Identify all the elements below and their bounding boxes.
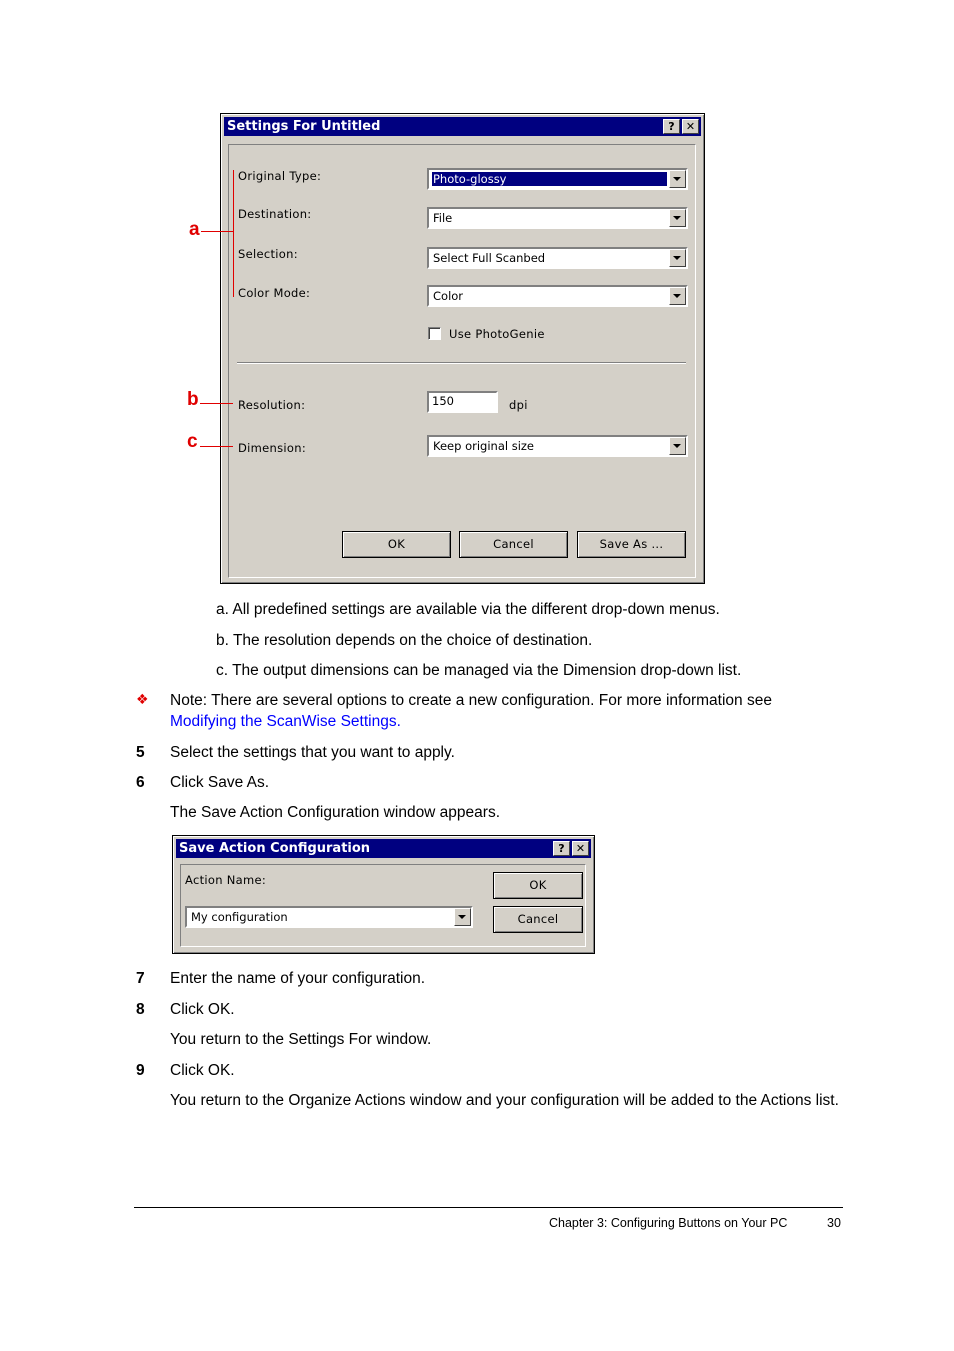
callout-a-line <box>201 231 233 232</box>
ok-button[interactable]: OK <box>342 531 451 558</box>
destination-label: Destination: <box>238 207 312 221</box>
cancel-button[interactable]: Cancel <box>459 531 568 558</box>
callout-b-letter: b <box>187 389 199 410</box>
color-mode-label: Color Mode: <box>238 286 311 300</box>
chevron-down-icon[interactable] <box>669 249 686 267</box>
callout-c-letter: c <box>187 431 198 452</box>
step-7-text: Enter the name of your configuration. <box>170 970 426 987</box>
step-9-number: 9 <box>136 1062 145 1079</box>
close-icon[interactable]: ✕ <box>572 841 589 856</box>
save-as-button[interactable]: Save As ... <box>577 531 686 558</box>
action-name-label: Action Name: <box>185 873 267 887</box>
step-8-result: You return to the Settings For window. <box>170 1031 432 1048</box>
caption-c: c. The output dimensions can be managed via the Dimension drop-down list. <box>216 662 742 679</box>
dimension-value: Keep original size <box>433 439 535 453</box>
step-9-text: Click OK. <box>170 1062 235 1079</box>
save-dialog-ok-button[interactable]: OK <box>493 872 583 899</box>
step-6-number: 6 <box>136 774 145 791</box>
selection-value: Select Full Scanbed <box>433 251 546 265</box>
callout-a-letter: a <box>189 219 200 240</box>
chevron-down-icon[interactable] <box>669 170 686 188</box>
footer-rule <box>134 1207 843 1208</box>
color-mode-value: Color <box>433 289 464 303</box>
caption-b: b. The resolution depends on the choice of destination. <box>216 632 593 649</box>
divider <box>237 362 686 364</box>
action-name-dropdown[interactable] <box>185 906 473 928</box>
resolution-label: Resolution: <box>238 398 306 412</box>
selection-label: Selection: <box>238 247 298 261</box>
original-type-label: Original Type: <box>238 169 322 183</box>
dimension-label: Dimension: <box>238 441 307 455</box>
settings-dialog-title: Settings For Untitled <box>227 119 381 134</box>
action-name-value: My configuration <box>191 910 288 924</box>
step-6-result: The Save Action Configuration window appears. <box>170 804 501 821</box>
step-5-number: 5 <box>136 744 145 761</box>
color-mode-dropdown[interactable] <box>427 285 688 307</box>
step-8-number: 8 <box>136 1001 145 1018</box>
step-8-text: Click OK. <box>170 1001 235 1018</box>
resolution-input[interactable]: 150 <box>427 391 498 413</box>
note <box>170 690 830 732</box>
original-type-value: Photo-glossy <box>432 172 667 186</box>
step-9-result: You return to the Organize Actions window and your configuration will be added to the Actions list. <box>170 1092 839 1109</box>
dimension-dropdown[interactable] <box>427 435 688 457</box>
callout-c-line <box>200 446 233 447</box>
save-dialog-titlebar <box>176 839 591 858</box>
callout-a-bracket <box>233 170 234 297</box>
note-text: Note: There are several options to create a new configuration. For more information see <box>170 692 772 709</box>
resolution-unit: dpi <box>509 398 528 412</box>
note-link[interactable]: Modifying the ScanWise Settings. <box>170 713 401 730</box>
save-dialog-cancel-button[interactable]: Cancel <box>493 906 583 933</box>
note-bullet-icon: ❖ <box>136 692 149 708</box>
step-5-text: Select the settings that you want to apply. <box>170 744 455 761</box>
use-photogenie-label: Use PhotoGenie <box>449 327 545 341</box>
save-action-dialog <box>172 835 595 954</box>
close-icon[interactable]: ✕ <box>682 119 699 134</box>
step-7-number: 7 <box>136 970 145 987</box>
footer-chapter: Chapter 3: Configuring Buttons on Your PC <box>549 1216 788 1230</box>
chevron-down-icon[interactable] <box>669 437 686 455</box>
chevron-down-icon[interactable] <box>454 908 471 926</box>
help-icon[interactable]: ? <box>663 119 680 134</box>
caption-a: a. All predefined settings are available via the different drop-down menus. <box>216 601 720 618</box>
selection-dropdown[interactable] <box>427 247 688 269</box>
settings-dialog-titlebar <box>224 117 701 136</box>
original-type-dropdown[interactable] <box>427 168 688 190</box>
destination-value: File <box>433 211 453 225</box>
settings-dialog <box>220 113 705 584</box>
step-6-text: Click Save As. <box>170 774 270 791</box>
footer-page-number: 30 <box>827 1216 841 1230</box>
use-photogenie-checkbox[interactable] <box>428 327 441 340</box>
destination-dropdown[interactable] <box>427 207 688 229</box>
chevron-down-icon[interactable] <box>669 287 686 305</box>
callout-b-line <box>200 403 233 404</box>
save-dialog-title: Save Action Configuration <box>179 841 371 856</box>
chevron-down-icon[interactable] <box>669 209 686 227</box>
help-icon[interactable]: ? <box>553 841 570 856</box>
